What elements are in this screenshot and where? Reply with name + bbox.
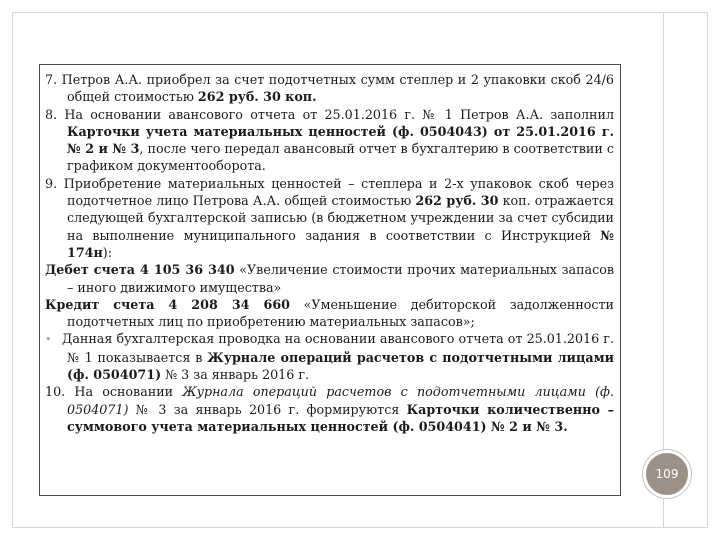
paragraph-9-text-a: 9. Приобретение материальных ценностей – степлера и 2-х упаковок скоб через подотчетное лицо Петрова А.А. общей стоимостью	[45, 175, 614, 209]
credit-account: Кредит счета 4 208 34 660	[45, 296, 291, 312]
paragraph-7-text: 7. Петров А.А. приобрел за счет подотчетных сумм степлер и 2 упаковки скоб 24/6 общей стоимостью	[45, 72, 614, 105]
debit-entry	[45, 261, 614, 296]
paragraph-7-amount: 262 руб. 30 коп.	[197, 89, 317, 105]
paragraph-7	[45, 71, 614, 106]
bullet-text-c: № 3 за январь 2016 г.	[161, 367, 310, 383]
bullet-paragraph	[45, 330, 614, 383]
bullet-journal: Журнале операций расчетов с подотчетными лицами (ф. 0504071)	[67, 349, 614, 383]
bullet-dot-icon: •	[45, 333, 52, 347]
paragraph-9	[45, 175, 614, 261]
paragraph-8-text-a: 8. На основании авансового отчета от 25.01.2016 г. № 1 Петров А.А. заполнил	[45, 106, 614, 122]
paragraph-10-text-a: 10. На основании	[45, 384, 183, 400]
paragraph-10	[45, 383, 614, 435]
paragraph-9-text-c: коп. отражается следующей бухгалтерской записью (в бюджетном учреждении за счет субсидии на выполнение муниципального задания в соответствии с Инструкцией	[67, 193, 614, 243]
paragraph-10-text-c: № 3 за январь 2016 г. формируются	[128, 401, 407, 417]
debit-account: Дебет счета 4 105 36 340	[45, 262, 235, 278]
credit-description: «Уменьшение дебиторской задолженности подотчетных лиц по приобретению материальных запасов»;	[67, 296, 614, 330]
paragraph-9-instruction: № 174н	[67, 227, 614, 260]
paragraph-9-amount: 262 руб. 30	[415, 193, 499, 209]
credit-entry	[45, 296, 614, 331]
debit-description: «Увеличение стоимости прочих материальных запасов – иного движимого имущества»	[67, 262, 615, 295]
bullet-text-a: Данная бухгалтерская проводка на основании авансового отчета от 25.01.2016 г. № 1 показывается в	[62, 331, 614, 365]
paragraph-8-cards: Карточки учета материальных ценностей (ф. 0504043) от 25.01.2016 г. № 2 и № 3	[67, 123, 614, 157]
paragraph-8	[45, 106, 614, 175]
paragraph-10-cards: Карточки количественно – суммового учета материальных ценностей (ф. 0504041) № 2 и № 3.	[67, 401, 614, 434]
paragraph-8-text-c: , после чего передал авансовый отчет в бухгалтерию в соответствии с графиком документооборота.	[67, 141, 614, 174]
page-number-badge: 109	[643, 450, 691, 498]
content-textbox	[39, 64, 621, 496]
paragraph-10-journal: Журнала операций расчетов с подотчетными лицами (ф. 0504071)	[67, 384, 614, 417]
paragraph-9-text-e: ):	[102, 244, 113, 260]
